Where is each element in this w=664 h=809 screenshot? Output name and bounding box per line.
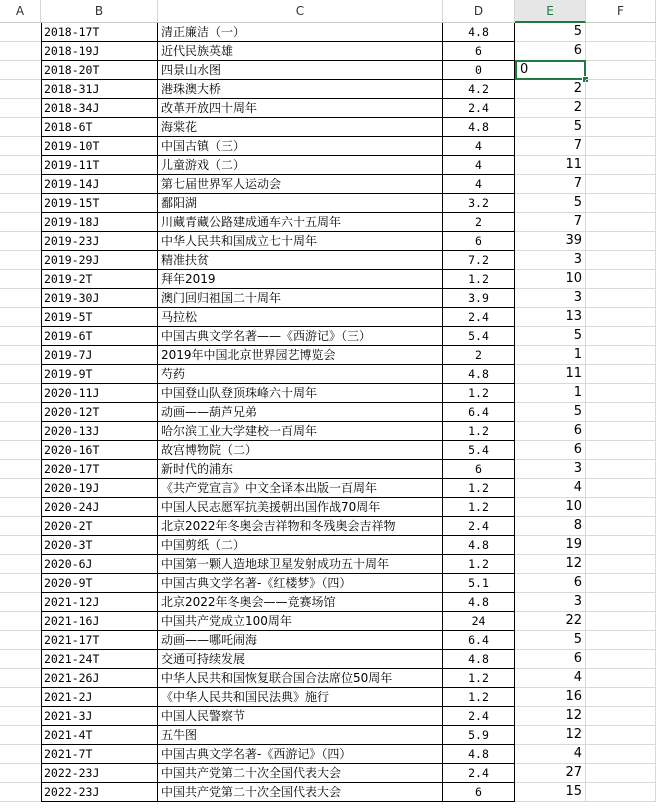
cell-code[interactable]: 2020-3T (41, 536, 158, 555)
cell-f[interactable] (586, 555, 656, 574)
cell-name[interactable]: 《共产党宣言》中文全译本出版一百周年 (158, 479, 443, 498)
cell-code[interactable]: 2022-23J (41, 764, 158, 783)
cell-f[interactable] (586, 422, 656, 441)
cell-qty[interactable]: 5 (515, 631, 586, 650)
cell-a[interactable] (0, 745, 41, 764)
cell-qty[interactable]: 1 (515, 384, 586, 403)
cell-code[interactable]: 2019-2T (41, 270, 158, 289)
cell-price[interactable]: 4.8 (443, 536, 515, 555)
cell-name[interactable]: 中国古典文学名著——《西游记》（三） (158, 327, 443, 346)
cell-code[interactable]: 2021-7T (41, 745, 158, 764)
cell-qty[interactable]: 4 (515, 479, 586, 498)
cell-qty[interactable]: 22 (515, 612, 586, 631)
cell-price[interactable]: 24 (443, 612, 515, 631)
cell-a[interactable] (0, 631, 41, 650)
cell-qty[interactable]: 3 (515, 251, 586, 270)
cell-name[interactable]: 拜年2019 (158, 270, 443, 289)
cell-qty[interactable]: 5 (515, 327, 586, 346)
cell-name[interactable]: 动画——葫芦兄弟 (158, 403, 443, 422)
cell-code[interactable]: 2020-24J (41, 498, 158, 517)
cell-a[interactable] (0, 536, 41, 555)
cell-price[interactable]: 4 (443, 156, 515, 175)
cell-code[interactable]: 2019-29J (41, 251, 158, 270)
cell-name[interactable]: 第七届世界军人运动会 (158, 175, 443, 194)
cell-a[interactable] (0, 479, 41, 498)
cell-name[interactable]: 中国共产党第二十次全国代表大会 (158, 783, 443, 802)
cell-a[interactable] (0, 42, 41, 61)
cell-f[interactable] (586, 23, 656, 42)
cell-f[interactable] (586, 441, 656, 460)
cell-qty[interactable]: 4 (515, 669, 586, 688)
cell-name[interactable]: 改革开放四十周年 (158, 99, 443, 118)
cell-name[interactable]: 精准扶贫 (158, 251, 443, 270)
cell-code[interactable]: 2018-20T (41, 61, 158, 80)
cell-qty[interactable]: 27 (515, 764, 586, 783)
cell-a[interactable] (0, 118, 41, 137)
cell-qty[interactable]: 13 (515, 308, 586, 327)
cell-f[interactable] (586, 99, 656, 118)
cell-price[interactable]: 2.4 (443, 707, 515, 726)
cell-price[interactable]: 6 (443, 232, 515, 251)
cell-code[interactable]: 2018-19J (41, 42, 158, 61)
cell-name[interactable]: 儿童游戏（二） (158, 156, 443, 175)
cell-a[interactable] (0, 232, 41, 251)
cell-price[interactable]: 5.1 (443, 574, 515, 593)
cell-f[interactable] (586, 460, 656, 479)
cell-price[interactable]: 4.8 (443, 118, 515, 137)
cell-code[interactable]: 2021-16J (41, 612, 158, 631)
cell-code[interactable]: 2019-30J (41, 289, 158, 308)
cell-price[interactable]: 2.4 (443, 517, 515, 536)
cell-qty[interactable]: 8 (515, 517, 586, 536)
cell-a[interactable] (0, 574, 41, 593)
cell-f[interactable] (586, 688, 656, 707)
cell-qty[interactable]: 6 (515, 574, 586, 593)
cell-price[interactable]: 4.8 (443, 650, 515, 669)
cell-price[interactable]: 1.2 (443, 688, 515, 707)
column-header-E[interactable]: E (515, 0, 586, 23)
cell-f[interactable] (586, 631, 656, 650)
cell-a[interactable] (0, 61, 41, 80)
cell-f[interactable] (586, 137, 656, 156)
cell-a[interactable] (0, 555, 41, 574)
cell-code[interactable]: 2020-11J (41, 384, 158, 403)
cell-a[interactable] (0, 441, 41, 460)
cell-f[interactable] (586, 175, 656, 194)
cell-qty[interactable]: 11 (515, 365, 586, 384)
cell-code[interactable]: 2018-34J (41, 99, 158, 118)
cell-name[interactable]: 近代民族英雄 (158, 42, 443, 61)
cell-f[interactable] (586, 726, 656, 745)
cell-qty[interactable]: 12 (515, 707, 586, 726)
cell-f[interactable] (586, 593, 656, 612)
cell-a[interactable] (0, 498, 41, 517)
cell-price[interactable]: 3.9 (443, 289, 515, 308)
cell-name[interactable]: 《中华人民共和国民法典》施行 (158, 688, 443, 707)
cell-f[interactable] (586, 232, 656, 251)
cell-name[interactable]: 海棠花 (158, 118, 443, 137)
cell-price[interactable]: 1.2 (443, 384, 515, 403)
cell-code[interactable]: 2019-14J (41, 175, 158, 194)
cell-name[interactable]: 中国剪纸（二） (158, 536, 443, 555)
cell-qty[interactable]: 12 (515, 555, 586, 574)
cell-qty[interactable]: 5 (515, 194, 586, 213)
cell-name[interactable]: 中国古镇（三） (158, 137, 443, 156)
cell-a[interactable] (0, 783, 41, 802)
cell-code[interactable]: 2021-26J (41, 669, 158, 688)
cell-price[interactable]: 5.4 (443, 327, 515, 346)
cell-code[interactable]: 2019-6T (41, 327, 158, 346)
cell-qty[interactable]: 10 (515, 270, 586, 289)
cell-a[interactable] (0, 251, 41, 270)
cell-name[interactable]: 中国人民志愿军抗美援朝出国作战70周年 (158, 498, 443, 517)
cell-f[interactable] (586, 251, 656, 270)
cell-price[interactable]: 1.2 (443, 555, 515, 574)
cell-qty[interactable]: 3 (515, 460, 586, 479)
cell-qty[interactable]: 6 (515, 441, 586, 460)
cell-f[interactable] (586, 289, 656, 308)
cell-qty[interactable]: 6 (515, 650, 586, 669)
cell-qty[interactable]: 6 (515, 422, 586, 441)
cell-price[interactable]: 1.2 (443, 270, 515, 289)
cell-code[interactable]: 2020-12T (41, 403, 158, 422)
cell-name[interactable]: 芍药 (158, 365, 443, 384)
cell-price[interactable]: 6.4 (443, 631, 515, 650)
cell-a[interactable] (0, 308, 41, 327)
column-header-F[interactable]: F (586, 0, 656, 23)
cell-qty[interactable]: 3 (515, 289, 586, 308)
cell-price[interactable]: 5.4 (443, 441, 515, 460)
cell-a[interactable] (0, 707, 41, 726)
cell-code[interactable]: 2018-6T (41, 118, 158, 137)
cell-qty[interactable]: 5 (515, 23, 586, 42)
cell-code[interactable]: 2020-17T (41, 460, 158, 479)
cell-name[interactable]: 中华人民共和国成立七十周年 (158, 232, 443, 251)
cell-name[interactable]: 马拉松 (158, 308, 443, 327)
cell-name[interactable]: 中华人民共和国恢复联合国合法席位50周年 (158, 669, 443, 688)
cell-qty[interactable]: 10 (515, 498, 586, 517)
cell-a[interactable] (0, 194, 41, 213)
cell-price[interactable]: 1.2 (443, 422, 515, 441)
cell-f[interactable] (586, 346, 656, 365)
cell-a[interactable] (0, 384, 41, 403)
cell-qty[interactable]: 6 (515, 42, 586, 61)
column-header-D[interactable]: D (443, 0, 515, 23)
cell-qty[interactable]: 7 (515, 137, 586, 156)
cell-code[interactable]: 2021-4T (41, 726, 158, 745)
cell-f[interactable] (586, 669, 656, 688)
cell-price[interactable]: 1.2 (443, 498, 515, 517)
cell-code[interactable]: 2018-17T (41, 23, 158, 42)
cell-a[interactable] (0, 365, 41, 384)
cell-a[interactable] (0, 270, 41, 289)
cell-price[interactable]: 2.4 (443, 308, 515, 327)
cell-code[interactable]: 2021-2J (41, 688, 158, 707)
cell-a[interactable] (0, 669, 41, 688)
cell-a[interactable] (0, 460, 41, 479)
cell-price[interactable]: 1.2 (443, 479, 515, 498)
cell-f[interactable] (586, 707, 656, 726)
cell-price[interactable]: 7.2 (443, 251, 515, 270)
cell-qty[interactable]: 39 (515, 232, 586, 251)
cell-price[interactable]: 3.2 (443, 194, 515, 213)
cell-f[interactable] (586, 213, 656, 232)
column-header-C[interactable]: C (158, 0, 443, 23)
cell-price[interactable]: 4.8 (443, 593, 515, 612)
cell-name[interactable]: 五牛图 (158, 726, 443, 745)
cell-f[interactable] (586, 517, 656, 536)
cell-name[interactable]: 动画——哪吒闹海 (158, 631, 443, 650)
cell-name[interactable]: 哈尔滨工业大学建校一百周年 (158, 422, 443, 441)
cell-qty[interactable]: 1 (515, 346, 586, 365)
cell-qty[interactable]: 5 (515, 403, 586, 422)
cell-price[interactable]: 4.8 (443, 745, 515, 764)
cell-a[interactable] (0, 726, 41, 745)
cell-price[interactable]: 2.4 (443, 99, 515, 118)
cell-f[interactable] (586, 783, 656, 802)
cell-f[interactable] (586, 365, 656, 384)
cell-qty[interactable]: 3 (515, 593, 586, 612)
cell-qty[interactable]: 7 (515, 213, 586, 232)
cell-f[interactable] (586, 156, 656, 175)
cell-f[interactable] (586, 479, 656, 498)
cell-a[interactable] (0, 80, 41, 99)
cell-code[interactable]: 2019-10T (41, 137, 158, 156)
cell-f[interactable] (586, 384, 656, 403)
cell-name[interactable]: 中国登山队登顶珠峰六十周年 (158, 384, 443, 403)
cell-price[interactable]: 6.4 (443, 403, 515, 422)
cell-price[interactable]: 4.8 (443, 23, 515, 42)
cell-name[interactable]: 中国共产党第二十次全国代表大会 (158, 764, 443, 783)
cell-a[interactable] (0, 403, 41, 422)
cell-a[interactable] (0, 346, 41, 365)
cell-name[interactable]: 港珠澳大桥 (158, 80, 443, 99)
cell-qty[interactable]: 11 (515, 156, 586, 175)
cell-price[interactable]: 5.9 (443, 726, 515, 745)
cell-code[interactable]: 2020-9T (41, 574, 158, 593)
cell-price[interactable]: 6 (443, 460, 515, 479)
cell-name[interactable]: 北京2022年冬奥会吉祥物和冬残奥会吉祥物 (158, 517, 443, 536)
cell-code[interactable]: 2019-5T (41, 308, 158, 327)
cell-a[interactable] (0, 99, 41, 118)
cell-code[interactable]: 2020-2T (41, 517, 158, 536)
cell-qty[interactable]: 2 (515, 80, 586, 99)
cell-code[interactable]: 2021-17T (41, 631, 158, 650)
cell-price[interactable]: 4 (443, 175, 515, 194)
cell-a[interactable] (0, 175, 41, 194)
cell-name[interactable]: 鄱阳湖 (158, 194, 443, 213)
cell-a[interactable] (0, 137, 41, 156)
cell-price[interactable]: 6 (443, 783, 515, 802)
cell-name[interactable]: 四景山水图 (158, 61, 443, 80)
cell-price[interactable]: 0 (443, 61, 515, 80)
cell-qty[interactable]: 19 (515, 536, 586, 555)
cell-f[interactable] (586, 403, 656, 422)
cell-qty[interactable]: 15 (515, 783, 586, 802)
cell-a[interactable] (0, 213, 41, 232)
cell-name[interactable]: 中国古典文学名著-《西游记》（四） (158, 745, 443, 764)
cell-code[interactable]: 2019-9T (41, 365, 158, 384)
cell-qty[interactable]: 7 (515, 175, 586, 194)
cell-a[interactable] (0, 688, 41, 707)
cell-name[interactable]: 中国古典文学名著-《红楼梦》（四） (158, 574, 443, 593)
cell-name[interactable]: 新时代的浦东 (158, 460, 443, 479)
cell-price[interactable]: 6 (443, 42, 515, 61)
cell-a[interactable] (0, 650, 41, 669)
cell-code[interactable]: 2019-11T (41, 156, 158, 175)
cell-code[interactable]: 2021-12J (41, 593, 158, 612)
cell-code[interactable]: 2018-31J (41, 80, 158, 99)
cell-code[interactable]: 2019-18J (41, 213, 158, 232)
cell-price[interactable]: 4.8 (443, 365, 515, 384)
cell-f[interactable] (586, 327, 656, 346)
cell-a[interactable] (0, 156, 41, 175)
cell-name[interactable]: 中国第一颗人造地球卫星发射成功五十周年 (158, 555, 443, 574)
cell-code[interactable]: 2020-19J (41, 479, 158, 498)
cell-code[interactable]: 2022-23J (41, 783, 158, 802)
cell-name[interactable]: 交通可持续发展 (158, 650, 443, 669)
column-header-B[interactable]: B (41, 0, 158, 23)
cell-price[interactable]: 2 (443, 213, 515, 232)
cell-f[interactable] (586, 80, 656, 99)
cell-a[interactable] (0, 327, 41, 346)
cell-f[interactable] (586, 61, 656, 80)
cell-f[interactable] (586, 498, 656, 517)
cell-name[interactable]: 中国人民警察节 (158, 707, 443, 726)
cell-name[interactable]: 故宫博物院（二） (158, 441, 443, 460)
column-header-A[interactable]: A (0, 0, 41, 23)
cell-price[interactable]: 4.2 (443, 80, 515, 99)
cell-f[interactable] (586, 650, 656, 669)
cell-f[interactable] (586, 612, 656, 631)
cell-price[interactable]: 2 (443, 346, 515, 365)
cell-name[interactable]: 中国共产党成立100周年 (158, 612, 443, 631)
cell-a[interactable] (0, 23, 41, 42)
cell-name[interactable]: 川藏青藏公路建成通车六十五周年 (158, 213, 443, 232)
cell-code[interactable]: 2019-7J (41, 346, 158, 365)
cell-f[interactable] (586, 764, 656, 783)
cell-code[interactable]: 2020-13J (41, 422, 158, 441)
cell-code[interactable]: 2021-24T (41, 650, 158, 669)
cell-name[interactable]: 清正廉洁（一） (158, 23, 443, 42)
cell-qty[interactable]: 12 (515, 726, 586, 745)
cell-name[interactable]: 北京2022年冬奥会——竞赛场馆 (158, 593, 443, 612)
cell-f[interactable] (586, 308, 656, 327)
cell-a[interactable] (0, 593, 41, 612)
cell-f[interactable] (586, 574, 656, 593)
cell-code[interactable]: 2019-23J (41, 232, 158, 251)
cell-a[interactable] (0, 612, 41, 631)
cell-a[interactable] (0, 517, 41, 536)
cell-name[interactable]: 2019年中国北京世界园艺博览会 (158, 346, 443, 365)
active-cell[interactable]: 0 (515, 60, 586, 80)
cell-price[interactable]: 4 (443, 137, 515, 156)
cell-a[interactable] (0, 289, 41, 308)
cell-qty[interactable]: 5 (515, 118, 586, 137)
cell-f[interactable] (586, 118, 656, 137)
cell-f[interactable] (586, 536, 656, 555)
cell-price[interactable]: 1.2 (443, 669, 515, 688)
cell-qty[interactable]: 2 (515, 99, 586, 118)
cell-qty[interactable]: 16 (515, 688, 586, 707)
cell-a[interactable] (0, 422, 41, 441)
cell-f[interactable] (586, 270, 656, 289)
cell-price[interactable]: 2.4 (443, 764, 515, 783)
cell-code[interactable]: 2019-15T (41, 194, 158, 213)
cell-f[interactable] (586, 745, 656, 764)
cell-code[interactable]: 2020-16T (41, 441, 158, 460)
cell-a[interactable] (0, 764, 41, 783)
cell-code[interactable]: 2020-6J (41, 555, 158, 574)
cell-code[interactable]: 2021-3J (41, 707, 158, 726)
cell-f[interactable] (586, 194, 656, 213)
cell-f[interactable] (586, 42, 656, 61)
cell-qty[interactable]: 4 (515, 745, 586, 764)
cell-name[interactable]: 澳门回归祖国二十周年 (158, 289, 443, 308)
